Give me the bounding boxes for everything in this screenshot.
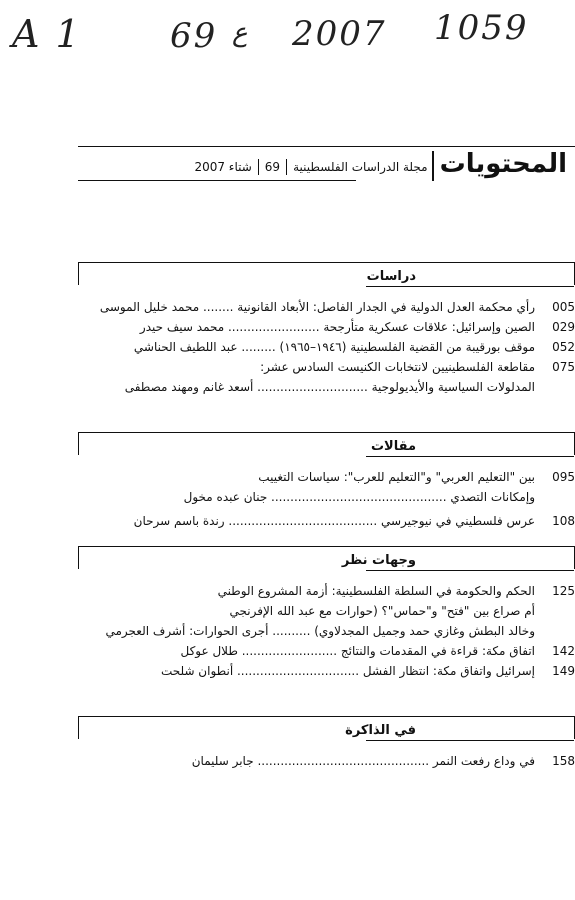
section-rule [366,570,574,571]
section-studies [78,262,575,397]
toc-entry[interactable] [78,511,575,531]
page-number: 149 [552,664,575,678]
page-number: 005 [552,300,575,314]
section-title: وجهات نظر [341,553,416,568]
section-rule [366,456,574,457]
entry-line: الحكم والحكومة في السلطة الفلسطينية: أزمة المشروع الوطني [217,584,535,598]
entry-line: وإمكانات التصدي .............................................. جنان عبده مخول [183,490,535,504]
divider [258,159,259,175]
toc-entry[interactable] [78,337,575,357]
journal-meta [194,159,427,181]
section-memory [78,716,575,771]
masthead [78,146,575,181]
section-title: مقالات [370,439,416,454]
entry-line: في وداع رفعت النمر ............................................. جابر سليمان [191,754,535,768]
toc-entry[interactable] [78,357,575,397]
page-number: 108 [552,514,575,528]
section-header [78,262,575,285]
section-rule [366,286,574,287]
section-title: في الذاكرة [345,723,416,738]
page-title: المحتويات [432,151,575,181]
entry-line: رأي محكمة العدل الدولية في الجدار الفاصل: الأبعاد القانونية ........ محمد خليل الموسى [99,300,535,314]
toc-entry[interactable] [78,661,575,681]
section-articles [78,432,575,531]
entry-line: اتفاق مكة: قراءة في المقدمات والنتائج ......................... طلال عوكل [180,644,535,658]
issue-season: شتاء 2007 [194,160,252,174]
entry-line: عرس فلسطيني في نيوجيرسي ....................................... رندة باسم سرحان [133,514,535,528]
masthead-rule [78,180,356,181]
journal-name: مجلة الدراسات الفلسطينية [293,160,428,174]
divider [286,159,287,175]
toc-entry[interactable] [78,317,575,337]
entry-line: وخالد البطش وغازي حمد وجميل المجدلاوي) .......... أجرى الحوارات: أشرف العجرمي [105,624,535,638]
entry-line: إسرائيل واتفاق مكة: انتظار الفشل ................................ أنطوان شلحت [160,664,535,678]
toc-entry[interactable] [78,467,575,507]
section-header [78,716,575,739]
section-title: دراسات [366,269,416,284]
toc-entry[interactable] [78,581,575,641]
toc-entry[interactable] [78,641,575,661]
handwritten-code: A 1 [12,12,82,56]
entry-line: موقف بورقيبة من القضية الفلسطينية (١٩٤٦–١٩٦٥) ......... عبد اللطيف الحناشي [133,340,535,354]
handwritten-year: 2007 [292,14,387,54]
handwritten-issue: 69 [170,16,218,56]
entry-line: المدلولات السياسية والأيديولوجية ............................. أسعد غانم ومهند مصطفى [124,380,535,394]
entry-line: مقاطعة الفلسطينيين لانتخابات الكنيست السادس عشر: [260,360,535,374]
page-number: 158 [552,754,575,768]
page-number: 029 [552,320,575,334]
entry-line: بين "التعليم العربي" و"التعليم للعرب": سياسات التغييب [258,470,535,484]
page-number: 052 [552,340,575,354]
toc-entry[interactable] [78,751,575,771]
page-number: 142 [552,644,575,658]
page-number: 125 [552,584,575,598]
toc-entry[interactable] [78,297,575,317]
handwritten-number: 1059 [434,8,529,48]
section-header [78,546,575,569]
issue-number: 69 [264,160,281,174]
handwritten-letter: ع [232,18,248,48]
entry-line: الصين وإسرائيل: علاقات عسكرية متأرجحة ........................ محمد سيف حيدر [139,320,535,334]
handwritten-annotation [0,4,575,64]
page-number: 095 [552,470,575,484]
section-rule [366,740,574,741]
section-header [78,432,575,455]
section-viewpoints [78,546,575,681]
page-number: 075 [552,360,575,374]
entry-line: أم صراع بين "فتح" و"حماس"؟ (حوارات مع عبد الله الإفرنجي [229,604,535,618]
